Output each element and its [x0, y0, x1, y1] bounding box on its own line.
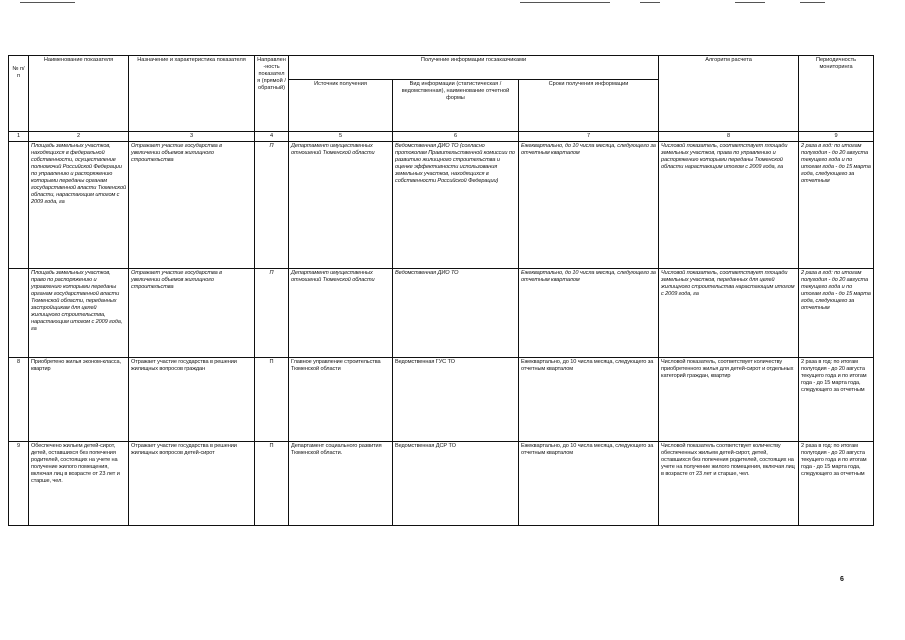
- col-number: 9: [799, 132, 874, 142]
- info-source: Департамент социального развития Тюменской области.: [289, 441, 393, 525]
- indicator-purpose: Отражает участие государства в решении жилищных вопросов граждан: [129, 357, 255, 441]
- header-purpose: Назначение и характеристика показателя: [129, 56, 255, 132]
- header-row-1: [9, 56, 874, 80]
- row-number: 9: [9, 441, 29, 525]
- col-number: 5: [289, 132, 393, 142]
- scan-edge-lines: [0, 2, 905, 3]
- info-source: Главное управление строительства Тюменской области: [289, 357, 393, 441]
- calc-algorithm: Числовой показатель, соответствует количеству приобретенного жилья для детей-сирот и отдельных категорий граждан, квартир: [659, 357, 799, 441]
- header-timing: Сроки получения информации: [519, 80, 659, 132]
- info-source: Департамент имущественных отношений Тюменской области: [289, 141, 393, 268]
- col-number: 7: [519, 132, 659, 142]
- header-name: Наименование показателя: [29, 56, 129, 132]
- col-number: 3: [129, 132, 255, 142]
- row-number: 8: [9, 357, 29, 441]
- indicator-name: Обеспечено жильем детей-сирот, детей, оставшихся без попечения родителей, состоящих на учете на получение жилого помещения, включая лиц в возрасте от 23 лет и старше, чел.: [29, 441, 129, 525]
- monitoring-periodicity: 2 раза в год: по итогам полугодия - до 20 августа текущего года и по итогам года - до 15 марта года, следующего за отчетным: [799, 441, 874, 525]
- indicator-name: Площадь земельных участков, право по распоряжению и управлению которыми переданы органам государственной власти Тюменской области, переданных застройщикам для целей жилищного строительства, нарастающим итогом с 2009 года, га: [29, 268, 129, 357]
- col-number: 4: [255, 132, 289, 142]
- info-type: Ведомственная ДИО ТО (согласно протоколам Правительственной комиссии по развитию жилищного строительства и оценке эффективности использования земельных участков, находящихся в собственности Российской Федерации): [393, 141, 519, 268]
- indicators-table: [8, 55, 874, 526]
- header-periodicity: Периодичность мониторинга: [799, 56, 874, 132]
- col-number: 8: [659, 132, 799, 142]
- page-number: 6: [840, 576, 844, 583]
- calc-algorithm: Числовой показатель, соответствует площади земельных участков, права по управлению и распоряжению которыми переданы Тюменской области нарастающим итогом с 2009 года, га: [659, 141, 799, 268]
- row-number: [9, 268, 29, 357]
- header-direction: Направлен-ность показателя (прямой / обратный): [255, 56, 289, 132]
- indicator-purpose: Отражает участие государства в увеличении объемов жилищного строительства: [129, 141, 255, 268]
- calc-algorithm: Числовой показатель соответствует количеству обеспеченных жильем детей-сирот, детей, оставшихся без попечения родителей, состоящих на учете на получение жилого помещения, включая лиц в возрасте от 23 лет и старше, чел.: [659, 441, 799, 525]
- indicator-name: Площадь земельных участков, находящихся в федеральной собственности, осуществление полномочий Российской Федерации по управлению и распоряжению которыми переданы органам государственной власти Тюменской области, нарастающим итогом с 2009 года, га: [29, 141, 129, 268]
- col-number: 6: [393, 132, 519, 142]
- row-number: [9, 141, 29, 268]
- info-timing: Ежеквартально, до 10 числа месяца, следующего за отчетным кварталом: [519, 141, 659, 268]
- header-algorithm: Алгоритм расчета: [659, 56, 799, 132]
- table-row: [9, 141, 874, 268]
- table-row: [9, 268, 874, 357]
- col-number: 2: [29, 132, 129, 142]
- monitoring-periodicity: 2 раза в год: по итогам полугодия - до 20 августа текущего года и по итогам года - до 15 марта года, следующего за отчетным: [799, 357, 874, 441]
- monitoring-periodicity: 2 раза в год: по итогам полугодия - до 20 августа текущего года и по итогам года - до 15 марта года, следующего за отчетным: [799, 141, 874, 268]
- info-timing: Ежеквартально, до 10 числа месяца, следующего за отчетным кварталом: [519, 357, 659, 441]
- indicator-direction: П: [255, 268, 289, 357]
- info-type: Ведомственная ГУС ТО: [393, 357, 519, 441]
- monitoring-periodicity: 2 раза в год: по итогам полугодия - до 20 августа текущего года и по итогам года - до 15 марта года, следующего за отчетным: [799, 268, 874, 357]
- header-info-type: Вид информации (статистическая / ведомственная), наименование отчетной формы: [393, 80, 519, 132]
- table-row: [9, 441, 874, 525]
- calc-algorithm: Числовой показатель, соответствует площади земельных участков, переданных для целей жилищного строительства нарастающим итогом с 2009 года, га: [659, 268, 799, 357]
- column-numbers-row: [9, 132, 874, 142]
- indicator-purpose: Отражает участие государства в увеличении объемов жилищного строительства: [129, 268, 255, 357]
- indicator-direction: П: [255, 441, 289, 525]
- col-number: 1: [9, 132, 29, 142]
- indicator-direction: П: [255, 141, 289, 268]
- indicator-direction: П: [255, 357, 289, 441]
- table-row: [9, 357, 874, 441]
- header-source: Источник получения: [289, 80, 393, 132]
- header-info-group: Получение информации госзаказчиками: [289, 56, 659, 80]
- info-type: Ведомственная ДИО ТО: [393, 268, 519, 357]
- header-no: № п/п: [9, 56, 29, 132]
- info-timing: Ежеквартально, до 10 числа месяца, следующего за отчетным кварталом: [519, 441, 659, 525]
- info-timing: Ежеквартально, до 10 числа месяца, следующего за отчетным кварталом: [519, 268, 659, 357]
- info-source: Департамент имущественных отношений Тюменской области: [289, 268, 393, 357]
- indicator-name: Приобретено жилья эконом-класса, квартир: [29, 357, 129, 441]
- info-type: Ведомственная ДСР ТО: [393, 441, 519, 525]
- indicator-purpose: Отражает участие государства в решении жилищных вопросов детей-сирот: [129, 441, 255, 525]
